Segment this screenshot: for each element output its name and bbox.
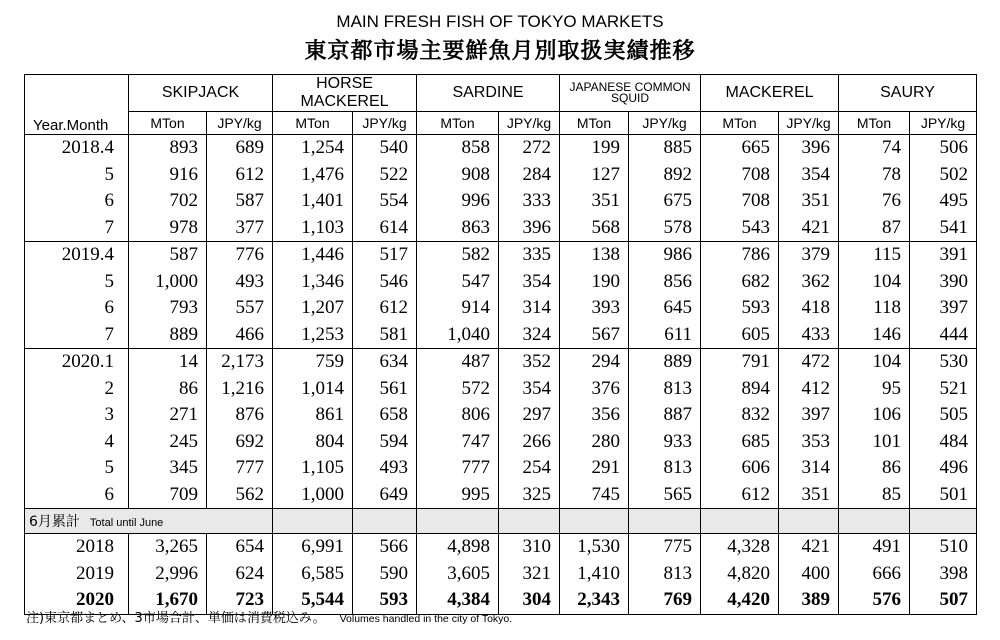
unit-jpy: JPY/kg xyxy=(499,112,560,135)
price-cell: 418 xyxy=(779,295,839,322)
unit-jpy: JPY/kg xyxy=(353,112,417,135)
volume-cell: 1,476 xyxy=(273,162,353,189)
price-cell: 594 xyxy=(353,429,417,456)
price-cell: 507 xyxy=(910,587,977,614)
price-cell: 351 xyxy=(779,188,839,215)
grey-cell xyxy=(560,509,629,534)
unit-mton: MTon xyxy=(129,112,207,135)
price-cell: 540 xyxy=(353,135,417,162)
grey-cell xyxy=(273,509,353,534)
year-month-cell: 7 xyxy=(25,322,129,349)
volume-cell: 199 xyxy=(560,135,629,162)
volume-cell: 894 xyxy=(701,376,779,403)
volume-cell: 978 xyxy=(129,215,207,242)
price-cell: 493 xyxy=(353,455,417,482)
price-cell: 614 xyxy=(353,215,417,242)
volume-cell: 893 xyxy=(129,135,207,162)
price-cell: 689 xyxy=(207,135,273,162)
price-cell: 506 xyxy=(910,135,977,162)
volume-cell: 86 xyxy=(839,455,910,482)
volume-cell: 351 xyxy=(560,188,629,215)
table-row xyxy=(25,295,977,322)
unit-mton: MTon xyxy=(839,112,910,135)
volume-cell: 916 xyxy=(129,162,207,189)
volume-cell: 1,253 xyxy=(273,322,353,349)
footnote-english: Volumes handled in the city of Tokyo. xyxy=(339,613,513,625)
volume-cell: 593 xyxy=(701,295,779,322)
volume-cell: 665 xyxy=(701,135,779,162)
price-cell: 565 xyxy=(629,482,701,509)
table-row xyxy=(25,376,977,403)
volume-cell: 1,000 xyxy=(129,269,207,296)
grey-cell xyxy=(910,509,977,534)
price-cell: 396 xyxy=(499,215,560,242)
volume-cell: 572 xyxy=(417,376,499,403)
price-cell: 521 xyxy=(910,376,977,403)
price-cell: 391 xyxy=(910,242,977,269)
volume-cell: 1,410 xyxy=(560,561,629,588)
volume-cell: 1,254 xyxy=(273,135,353,162)
price-cell: 254 xyxy=(499,455,560,482)
volume-cell: 6,585 xyxy=(273,561,353,588)
volume-cell: 547 xyxy=(417,269,499,296)
volume-cell: 76 xyxy=(839,188,910,215)
year-month-cell: 6 xyxy=(25,295,129,322)
unit-mton: MTon xyxy=(560,112,629,135)
volume-cell: 294 xyxy=(560,349,629,376)
volume-cell: 291 xyxy=(560,455,629,482)
price-cell: 813 xyxy=(629,455,701,482)
total-label xyxy=(25,509,273,534)
year-month-cell: 7 xyxy=(25,215,129,242)
price-cell: 310 xyxy=(499,534,560,561)
volume-cell: 861 xyxy=(273,402,353,429)
price-cell: 397 xyxy=(779,402,839,429)
table-row xyxy=(25,162,977,189)
price-cell: 876 xyxy=(207,402,273,429)
price-cell: 777 xyxy=(207,455,273,482)
volume-cell: 4,328 xyxy=(701,534,779,561)
title-english: MAIN FRESH FISH OF TOKYO MARKETS xyxy=(336,12,664,31)
price-cell: 587 xyxy=(207,188,273,215)
price-cell: 885 xyxy=(629,135,701,162)
volume-cell: 793 xyxy=(129,295,207,322)
fish-market-table xyxy=(24,74,977,615)
volume-cell: 138 xyxy=(560,242,629,269)
price-cell: 561 xyxy=(353,376,417,403)
volume-cell: 567 xyxy=(560,322,629,349)
price-cell: 892 xyxy=(629,162,701,189)
price-cell: 505 xyxy=(910,402,977,429)
price-cell: 658 xyxy=(353,402,417,429)
price-cell: 557 xyxy=(207,295,273,322)
volume-cell: 104 xyxy=(839,269,910,296)
price-cell: 566 xyxy=(353,534,417,561)
price-cell: 645 xyxy=(629,295,701,322)
unit-jpy: JPY/kg xyxy=(207,112,273,135)
volume-cell: 708 xyxy=(701,162,779,189)
species-header: SARDINE xyxy=(417,75,560,112)
price-cell: 304 xyxy=(499,587,560,614)
volume-cell: 95 xyxy=(839,376,910,403)
price-cell: 612 xyxy=(353,295,417,322)
volume-cell: 702 xyxy=(129,188,207,215)
volume-cell: 568 xyxy=(560,215,629,242)
price-cell: 675 xyxy=(629,188,701,215)
year-month-cell: 2020 xyxy=(25,587,129,614)
volume-cell: 1,670 xyxy=(129,587,207,614)
corner-cell xyxy=(25,75,129,112)
price-cell: 590 xyxy=(353,561,417,588)
volume-cell: 4,898 xyxy=(417,534,499,561)
year-month-cell: 2018 xyxy=(25,534,129,561)
volume-cell: 1,040 xyxy=(417,322,499,349)
price-cell: 377 xyxy=(207,215,273,242)
price-cell: 654 xyxy=(207,534,273,561)
price-cell: 321 xyxy=(499,561,560,588)
table-row xyxy=(25,534,977,561)
year-month-cell: 4 xyxy=(25,429,129,456)
volume-cell: 914 xyxy=(417,295,499,322)
volume-cell: 908 xyxy=(417,162,499,189)
volume-cell: 4,420 xyxy=(701,587,779,614)
volume-cell: 146 xyxy=(839,322,910,349)
price-cell: 333 xyxy=(499,188,560,215)
price-cell: 775 xyxy=(629,534,701,561)
volume-cell: 245 xyxy=(129,429,207,456)
price-cell: 522 xyxy=(353,162,417,189)
volume-cell: 4,384 xyxy=(417,587,499,614)
unit-mton: MTon xyxy=(417,112,499,135)
volume-cell: 14 xyxy=(129,349,207,376)
price-cell: 581 xyxy=(353,322,417,349)
table-row xyxy=(25,135,977,162)
grey-cell xyxy=(701,509,779,534)
price-cell: 335 xyxy=(499,242,560,269)
volume-cell: 606 xyxy=(701,455,779,482)
species-header: JAPANESE COMMON SQUID xyxy=(560,75,701,112)
volume-cell: 85 xyxy=(839,482,910,509)
price-cell: 1,216 xyxy=(207,376,273,403)
volume-cell: 804 xyxy=(273,429,353,456)
price-cell: 379 xyxy=(779,242,839,269)
row-header: Year.Month xyxy=(25,112,129,135)
volume-cell: 612 xyxy=(701,482,779,509)
volume-cell: 87 xyxy=(839,215,910,242)
price-cell: 272 xyxy=(499,135,560,162)
year-month-cell: 6 xyxy=(25,188,129,215)
price-cell: 593 xyxy=(353,587,417,614)
price-cell: 562 xyxy=(207,482,273,509)
price-cell: 354 xyxy=(779,162,839,189)
volume-cell: 666 xyxy=(839,561,910,588)
volume-cell: 791 xyxy=(701,349,779,376)
grey-cell xyxy=(417,509,499,534)
price-cell: 495 xyxy=(910,188,977,215)
price-cell: 390 xyxy=(910,269,977,296)
volume-cell: 4,820 xyxy=(701,561,779,588)
price-cell: 354 xyxy=(499,376,560,403)
unit-jpy: JPY/kg xyxy=(910,112,977,135)
total-label-english: Total until June xyxy=(89,517,164,529)
price-cell: 769 xyxy=(629,587,701,614)
table-row xyxy=(25,561,977,588)
price-cell: 723 xyxy=(207,587,273,614)
price-cell: 649 xyxy=(353,482,417,509)
title-japanese: 東京都市場主要鮮魚月別取扱実績推移 xyxy=(304,39,696,64)
year-month-cell: 5 xyxy=(25,455,129,482)
price-cell: 433 xyxy=(779,322,839,349)
volume-cell: 271 xyxy=(129,402,207,429)
price-cell: 578 xyxy=(629,215,701,242)
unit-mton: MTon xyxy=(273,112,353,135)
volume-cell: 682 xyxy=(701,269,779,296)
price-cell: 396 xyxy=(779,135,839,162)
price-cell: 502 xyxy=(910,162,977,189)
price-cell: 546 xyxy=(353,269,417,296)
unit-mton: MTon xyxy=(701,112,779,135)
volume-cell: 190 xyxy=(560,269,629,296)
volume-cell: 1,446 xyxy=(273,242,353,269)
volume-cell: 832 xyxy=(701,402,779,429)
price-cell: 362 xyxy=(779,269,839,296)
volume-cell: 2,343 xyxy=(560,587,629,614)
year-month-cell: 2019.4 xyxy=(25,242,129,269)
volume-cell: 995 xyxy=(417,482,499,509)
year-month-cell: 2019 xyxy=(25,561,129,588)
volume-cell: 709 xyxy=(129,482,207,509)
price-cell: 352 xyxy=(499,349,560,376)
price-cell: 389 xyxy=(779,587,839,614)
price-cell: 496 xyxy=(910,455,977,482)
volume-cell: 1,346 xyxy=(273,269,353,296)
price-cell: 541 xyxy=(910,215,977,242)
volume-cell: 487 xyxy=(417,349,499,376)
grey-cell xyxy=(779,509,839,534)
table-row xyxy=(25,402,977,429)
year-month-cell: 2 xyxy=(25,376,129,403)
price-cell: 421 xyxy=(779,534,839,561)
volume-cell: 996 xyxy=(417,188,499,215)
volume-cell: 685 xyxy=(701,429,779,456)
volume-cell: 1,103 xyxy=(273,215,353,242)
volume-cell: 1,530 xyxy=(560,534,629,561)
volume-cell: 759 xyxy=(273,349,353,376)
price-cell: 986 xyxy=(629,242,701,269)
price-cell: 624 xyxy=(207,561,273,588)
total-label-row xyxy=(25,509,977,534)
price-cell: 466 xyxy=(207,322,273,349)
price-cell: 484 xyxy=(910,429,977,456)
volume-cell: 786 xyxy=(701,242,779,269)
species-header: SAURY xyxy=(839,75,977,112)
price-cell: 412 xyxy=(779,376,839,403)
price-cell: 284 xyxy=(499,162,560,189)
species-header: MACKEREL xyxy=(701,75,839,112)
volume-cell: 863 xyxy=(417,215,499,242)
price-cell: 397 xyxy=(910,295,977,322)
price-cell: 354 xyxy=(499,269,560,296)
grey-cell xyxy=(353,509,417,534)
volume-cell: 587 xyxy=(129,242,207,269)
volume-cell: 747 xyxy=(417,429,499,456)
volume-cell: 280 xyxy=(560,429,629,456)
price-cell: 813 xyxy=(629,376,701,403)
year-month-cell: 2018.4 xyxy=(25,135,129,162)
volume-cell: 806 xyxy=(417,402,499,429)
volume-cell: 605 xyxy=(701,322,779,349)
year-month-cell: 5 xyxy=(25,269,129,296)
price-cell: 813 xyxy=(629,561,701,588)
price-cell: 353 xyxy=(779,429,839,456)
volume-cell: 1,000 xyxy=(273,482,353,509)
volume-cell: 576 xyxy=(839,587,910,614)
price-cell: 634 xyxy=(353,349,417,376)
volume-cell: 543 xyxy=(701,215,779,242)
table-row xyxy=(25,455,977,482)
volume-cell: 6,991 xyxy=(273,534,353,561)
year-month-cell: 6 xyxy=(25,482,129,509)
price-cell: 398 xyxy=(910,561,977,588)
volume-cell: 101 xyxy=(839,429,910,456)
price-cell: 612 xyxy=(207,162,273,189)
volume-cell: 104 xyxy=(839,349,910,376)
volume-cell: 127 xyxy=(560,162,629,189)
volume-cell: 86 xyxy=(129,376,207,403)
volume-cell: 858 xyxy=(417,135,499,162)
unit-jpy: JPY/kg xyxy=(779,112,839,135)
volume-cell: 1,207 xyxy=(273,295,353,322)
price-cell: 493 xyxy=(207,269,273,296)
grey-cell xyxy=(839,509,910,534)
volume-cell: 393 xyxy=(560,295,629,322)
volume-cell: 1,014 xyxy=(273,376,353,403)
price-cell: 314 xyxy=(779,455,839,482)
volume-cell: 78 xyxy=(839,162,910,189)
price-cell: 400 xyxy=(779,561,839,588)
unit-jpy: JPY/kg xyxy=(629,112,701,135)
volume-cell: 74 xyxy=(839,135,910,162)
volume-cell: 115 xyxy=(839,242,910,269)
footnote xyxy=(26,607,512,626)
species-header: HORSE MACKEREL xyxy=(273,75,417,112)
price-cell: 611 xyxy=(629,322,701,349)
price-cell: 421 xyxy=(779,215,839,242)
price-cell: 776 xyxy=(207,242,273,269)
price-cell: 501 xyxy=(910,482,977,509)
volume-cell: 1,105 xyxy=(273,455,353,482)
table-row xyxy=(25,269,977,296)
grey-cell xyxy=(629,509,701,534)
volume-cell: 118 xyxy=(839,295,910,322)
volume-cell: 2,996 xyxy=(129,561,207,588)
volume-cell: 491 xyxy=(839,534,910,561)
year-month-cell: 3 xyxy=(25,402,129,429)
table-row xyxy=(25,215,977,242)
volume-cell: 3,605 xyxy=(417,561,499,588)
price-cell: 692 xyxy=(207,429,273,456)
volume-cell: 708 xyxy=(701,188,779,215)
volume-cell: 3,265 xyxy=(129,534,207,561)
year-month-cell: 5 xyxy=(25,162,129,189)
table-row xyxy=(25,188,977,215)
volume-cell: 106 xyxy=(839,402,910,429)
price-cell: 510 xyxy=(910,534,977,561)
volume-cell: 356 xyxy=(560,402,629,429)
price-cell: 933 xyxy=(629,429,701,456)
price-cell: 554 xyxy=(353,188,417,215)
grey-cell xyxy=(499,509,560,534)
volume-cell: 345 xyxy=(129,455,207,482)
price-cell: 314 xyxy=(499,295,560,322)
price-cell: 266 xyxy=(499,429,560,456)
price-cell: 444 xyxy=(910,322,977,349)
year-month-cell: 2020.1 xyxy=(25,349,129,376)
table-row xyxy=(25,482,977,509)
price-cell: 472 xyxy=(779,349,839,376)
price-cell: 2,173 xyxy=(207,349,273,376)
volume-cell: 777 xyxy=(417,455,499,482)
price-cell: 517 xyxy=(353,242,417,269)
table-row xyxy=(25,242,977,269)
price-cell: 325 xyxy=(499,482,560,509)
price-cell: 351 xyxy=(779,482,839,509)
table-row xyxy=(25,429,977,456)
table-row xyxy=(25,349,977,376)
volume-cell: 1,401 xyxy=(273,188,353,215)
price-cell: 297 xyxy=(499,402,560,429)
price-cell: 889 xyxy=(629,349,701,376)
species-header: SKIPJACK xyxy=(129,75,273,112)
total-label-japanese: 6月累計 xyxy=(29,514,80,530)
volume-cell: 745 xyxy=(560,482,629,509)
volume-cell: 582 xyxy=(417,242,499,269)
price-cell: 324 xyxy=(499,322,560,349)
price-cell: 530 xyxy=(910,349,977,376)
price-cell: 887 xyxy=(629,402,701,429)
price-cell: 856 xyxy=(629,269,701,296)
volume-cell: 5,544 xyxy=(273,587,353,614)
volume-cell: 376 xyxy=(560,376,629,403)
table-row xyxy=(25,322,977,349)
volume-cell: 889 xyxy=(129,322,207,349)
footnote-japanese: 注)東京都まとめ、3市場合計、単価は消費税込み。 xyxy=(26,611,326,626)
